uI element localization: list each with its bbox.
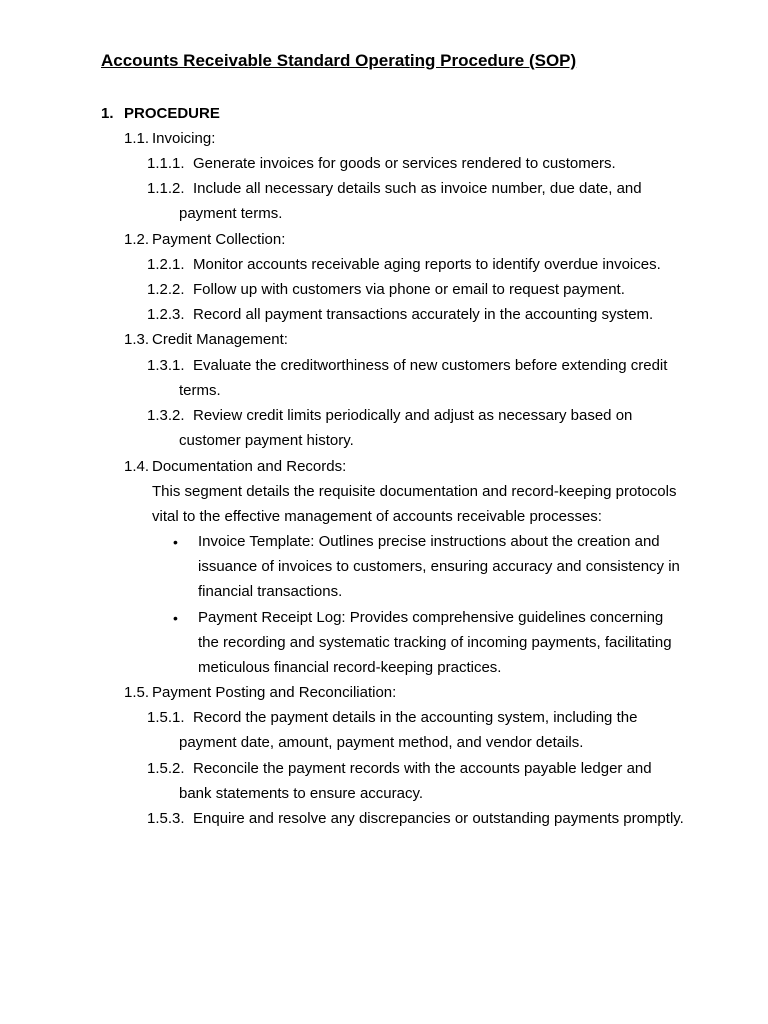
subsection-1-5-heading — [124, 683, 396, 703]
bullet-icon: • — [173, 610, 178, 626]
item-1-2-3 — [147, 305, 653, 325]
section-number: 1. — [101, 105, 114, 122]
bullet-item-text: issuance of invoices to customers, ensuring accuracy and consistency in — [198, 558, 680, 575]
item-number: 1.5.2. — [147, 760, 185, 777]
subsection-1-4-label: Documentation and Records: — [152, 458, 347, 475]
item-1-5-1 — [147, 708, 637, 728]
document-title: Accounts Receivable Standard Operating Procedure (SOP) — [101, 51, 577, 70]
item-1-1-1 — [147, 154, 616, 174]
subsection-1-5-number: 1.5. — [124, 684, 150, 701]
bullet-item-text: Invoice Template: Outlines precise instructions about the creation and — [198, 533, 660, 550]
item-text: Monitor accounts receivable aging reports to identify overdue invoices. — [193, 256, 661, 273]
item-number: 1.2.1. — [147, 256, 185, 273]
item-text: Reconcile the payment records with the accounts payable ledger and — [193, 760, 652, 777]
subsection-1-2-heading — [124, 230, 285, 250]
item-text-continuation: bank statements to ensure accuracy. — [179, 785, 424, 802]
item-text: Evaluate the creditworthiness of new customers before extending credit — [193, 357, 668, 374]
item-number: 1.5.1. — [147, 709, 185, 726]
paragraph-line: vital to the effective management of accounts receivable processes: — [152, 508, 602, 525]
item-text: Record the payment details in the accounting system, including the — [193, 709, 638, 726]
item-1-5-3 — [147, 809, 684, 829]
item-text-continuation: payment terms. — [179, 205, 283, 222]
subsection-1-2-number: 1.2. — [124, 231, 150, 248]
item-number: 1.5.3. — [147, 810, 185, 827]
subsection-1-3-number: 1.3. — [124, 331, 150, 348]
paragraph-line: This segment details the requisite documentation and record-keeping protocols — [152, 483, 677, 500]
item-1-5-2 — [147, 759, 652, 779]
item-1-3-1 — [147, 356, 667, 376]
item-number: 1.3.1. — [147, 357, 185, 374]
bullet-icon: • — [173, 534, 178, 550]
subsection-1-3-label: Credit Management: — [152, 331, 288, 348]
item-1-1-2 — [147, 179, 642, 199]
subsection-1-5-label: Payment Posting and Reconciliation: — [152, 684, 397, 701]
bullet-item-text: the recording and systematic tracking of incoming payments, facilitating — [198, 634, 672, 651]
item-1-2-2 — [147, 280, 625, 300]
subsection-1-1-heading — [124, 129, 215, 149]
subsection-1-3-heading — [124, 330, 288, 350]
item-1-2-1 — [147, 255, 661, 275]
item-text: Generate invoices for goods or services rendered to customers. — [193, 155, 616, 172]
subsection-1-4-heading — [124, 457, 346, 477]
item-text: Review credit limits periodically and adjust as necessary based on — [193, 407, 633, 424]
bullet-item-text: financial transactions. — [198, 583, 343, 600]
item-text-continuation: payment date, amount, payment method, and vendor details. — [179, 734, 584, 751]
section-heading-text: PROCEDURE — [124, 105, 220, 122]
subsection-1-2-label: Payment Collection: — [152, 231, 286, 248]
item-text: Follow up with customers via phone or email to request payment. — [193, 281, 625, 298]
item-number: 1.3.2. — [147, 407, 185, 424]
bullet-item-text: Payment Receipt Log: Provides comprehensive guidelines concerning — [198, 609, 664, 626]
subsection-1-1-number: 1.1. — [124, 130, 150, 147]
item-1-3-2 — [147, 406, 632, 426]
section-heading — [101, 104, 220, 124]
item-number: 1.2.3. — [147, 306, 185, 323]
item-text: Enquire and resolve any discrepancies or outstanding payments promptly. — [193, 810, 684, 827]
item-text: Include all necessary details such as invoice number, due date, and — [193, 180, 642, 197]
item-number: 1.2.2. — [147, 281, 185, 298]
subsection-1-4-number: 1.4. — [124, 458, 150, 475]
item-number: 1.1.1. — [147, 155, 185, 172]
item-text-continuation: terms. — [179, 382, 221, 399]
item-text: Record all payment transactions accurately in the accounting system. — [193, 306, 654, 323]
bullet-item-text: meticulous financial record-keeping practices. — [198, 659, 502, 676]
subsection-1-1-label: Invoicing: — [152, 130, 216, 147]
item-number: 1.1.2. — [147, 180, 185, 197]
item-text-continuation: customer payment history. — [179, 432, 354, 449]
